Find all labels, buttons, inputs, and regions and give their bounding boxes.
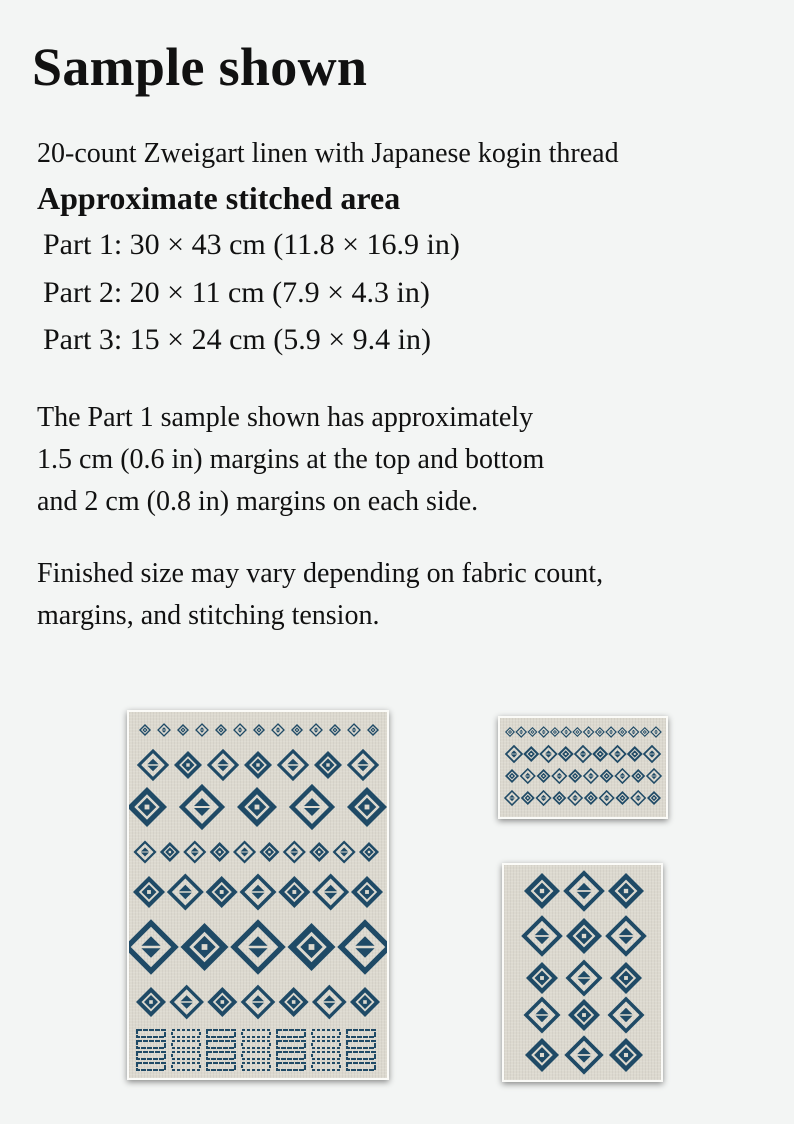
kogin-diamond-motif [139,724,151,736]
kogin-diamond-motif [314,987,344,1017]
kogin-diamond-motif [359,842,379,862]
part-3-embroidery [504,865,661,1080]
kogin-diamond-motif [129,923,175,971]
kogin-diamond-motif [525,1038,559,1072]
kogin-diamond-motif [539,727,549,737]
kogin-diamond-motif [524,918,560,954]
kogin-diamond-motif [606,727,616,737]
kogin-diamond-motif [651,727,661,737]
finish-line-2: margins, and stitching tension. [37,600,380,631]
margins-line-2: 1.5 cm (0.6 in) margins at the top and bottom [37,444,545,475]
kogin-diamond-motif [617,727,627,737]
kogin-diamond-motif [537,769,551,783]
finish-line-1: Finished size may vary depending on fabric count, [37,558,604,589]
kogin-diamond-motif [210,842,230,862]
sampler-band [137,1030,375,1070]
kogin-diamond-motif [234,724,246,736]
kogin-diamond-motif [523,746,539,762]
kogin-diamond-motif [196,724,208,736]
kogin-diamond-motif [505,791,519,805]
kogin-diamond-motif [572,727,582,737]
part-3-size: Part 3: 15 × 24 cm (5.9 × 9.4 in) [43,323,431,356]
kogin-diamond-motif [584,791,598,805]
kogin-diamond-motif [524,873,560,909]
kogin-diamond-motif [309,842,329,862]
part-1-embroidery [129,712,387,1078]
kogin-diamond-motif [348,724,360,736]
kogin-diamond-motif [516,727,526,737]
kogin-diamond-motif [215,724,227,736]
kogin-diamond-motif [631,791,645,805]
kogin-diamond-motif [567,1038,601,1072]
kogin-diamond-motif [627,746,643,762]
kogin-diamond-motif [526,999,558,1031]
kogin-diamond-motif [272,724,284,736]
kogin-diamond-motif [329,724,341,736]
kogin-diamond-motif [568,791,582,805]
kogin-diamond-motif [610,746,626,762]
kogin-diamond-motif [575,746,591,762]
kogin-diamond-motif [631,769,645,783]
kogin-diamond-motif [334,842,354,862]
part-2-size: Part 2: 20 × 11 cm (7.9 × 4.3 in) [43,276,430,309]
kogin-diamond-motif [349,751,377,779]
kogin-diamond-motif [174,751,202,779]
kogin-diamond-motif [541,746,557,762]
kogin-diamond-motif [133,876,165,908]
stitched-area-heading: Approximate stitched area [37,180,401,216]
kogin-diamond-motif [135,842,155,862]
kogin-diamond-motif [279,751,307,779]
kogin-diamond-motif [234,923,282,971]
kogin-diamond-motif [253,724,265,736]
part-3-sample-photo [502,863,663,1082]
kogin-diamond-motif [568,962,600,994]
kogin-diamond-motif [647,791,661,805]
kogin-diamond-motif [592,746,608,762]
kogin-diamond-motif [288,923,336,971]
kogin-diamond-motif [600,769,614,783]
kogin-diamond-motif [552,791,566,805]
kogin-diamond-motif [537,791,551,805]
margins-paragraph [37,397,544,523]
part-1-size: Part 1: 30 × 43 cm (11.8 × 16.9 in) [43,228,460,261]
kogin-diamond-motif [561,727,571,737]
kogin-diamond-motif [595,727,605,737]
kogin-diamond-motif [172,987,202,1017]
margins-line-1: The Part 1 sample shown has approximately [37,402,534,433]
kogin-diamond-motif [278,876,310,908]
kogin-diamond-motif [351,876,383,908]
kogin-diamond-motif [158,724,170,736]
kogin-diamond-motif [237,787,277,827]
kogin-diamond-motif [209,751,237,779]
kogin-diamond-motif [558,746,574,762]
kogin-diamond-motif [609,1038,643,1072]
kogin-diamond-motif [136,987,166,1017]
part-1-sample-photo [127,710,389,1080]
kogin-diamond-motif [521,791,535,805]
kogin-diamond-motif [259,842,279,862]
kogin-diamond-motif [160,842,180,862]
kogin-diamond-motif [610,962,642,994]
margins-line-3: and 2 cm (0.8 in) margins on each side. [37,486,479,517]
kogin-diamond-motif [129,787,167,827]
kogin-diamond-motif [181,923,229,971]
kogin-diamond-motif [310,724,322,736]
kogin-diamond-motif [521,769,535,783]
kogin-diamond-motif [566,918,602,954]
kogin-diamond-motif [647,769,661,783]
kogin-diamond-motif [350,987,380,1017]
kogin-diamond-motif [284,842,304,862]
kogin-diamond-motif [347,787,387,827]
kogin-diamond-motif [341,923,387,971]
kogin-diamond-motif [505,727,515,737]
kogin-diamond-motif [182,787,222,827]
kogin-diamond-motif [279,987,309,1017]
part-2-sample-photo [498,716,668,819]
kogin-diamond-motif [615,769,629,783]
kogin-diamond-motif [139,751,167,779]
kogin-diamond-motif [526,962,558,994]
kogin-diamond-motif [568,999,600,1031]
kogin-diamond-motif [206,876,238,908]
kogin-diamond-motif [615,791,629,805]
kogin-diamond-motif [600,791,614,805]
fabric-description: 20-count Zweigart linen with Japanese kogin thread [37,138,619,169]
part-2-embroidery [500,718,666,817]
kogin-diamond-motif [244,751,272,779]
kogin-diamond-motif [552,769,566,783]
finish-paragraph [37,553,603,637]
kogin-diamond-motif [568,769,582,783]
kogin-diamond-motif [292,787,332,827]
kogin-diamond-motif [242,876,274,908]
kogin-diamond-motif [550,727,560,737]
kogin-diamond-motif [291,724,303,736]
kogin-diamond-motif [243,987,273,1017]
kogin-diamond-motif [644,746,660,762]
kogin-diamond-motif [610,999,642,1031]
kogin-diamond-motif [367,724,379,736]
kogin-diamond-motif [506,746,522,762]
kogin-diamond-motif [314,751,342,779]
kogin-diamond-motif [527,727,537,737]
kogin-diamond-motif [608,918,644,954]
kogin-diamond-motif [640,727,650,737]
kogin-diamond-motif [185,842,205,862]
page-title: Sample shown [32,37,368,97]
kogin-diamond-motif [315,876,347,908]
kogin-diamond-motif [566,873,602,909]
kogin-diamond-motif [235,842,255,862]
kogin-diamond-motif [608,873,644,909]
kogin-diamond-motif [169,876,201,908]
kogin-diamond-motif [207,987,237,1017]
kogin-diamond-motif [177,724,189,736]
kogin-diamond-motif [584,727,594,737]
kogin-diamond-motif [505,769,519,783]
kogin-diamond-motif [629,727,639,737]
kogin-diamond-motif [584,769,598,783]
